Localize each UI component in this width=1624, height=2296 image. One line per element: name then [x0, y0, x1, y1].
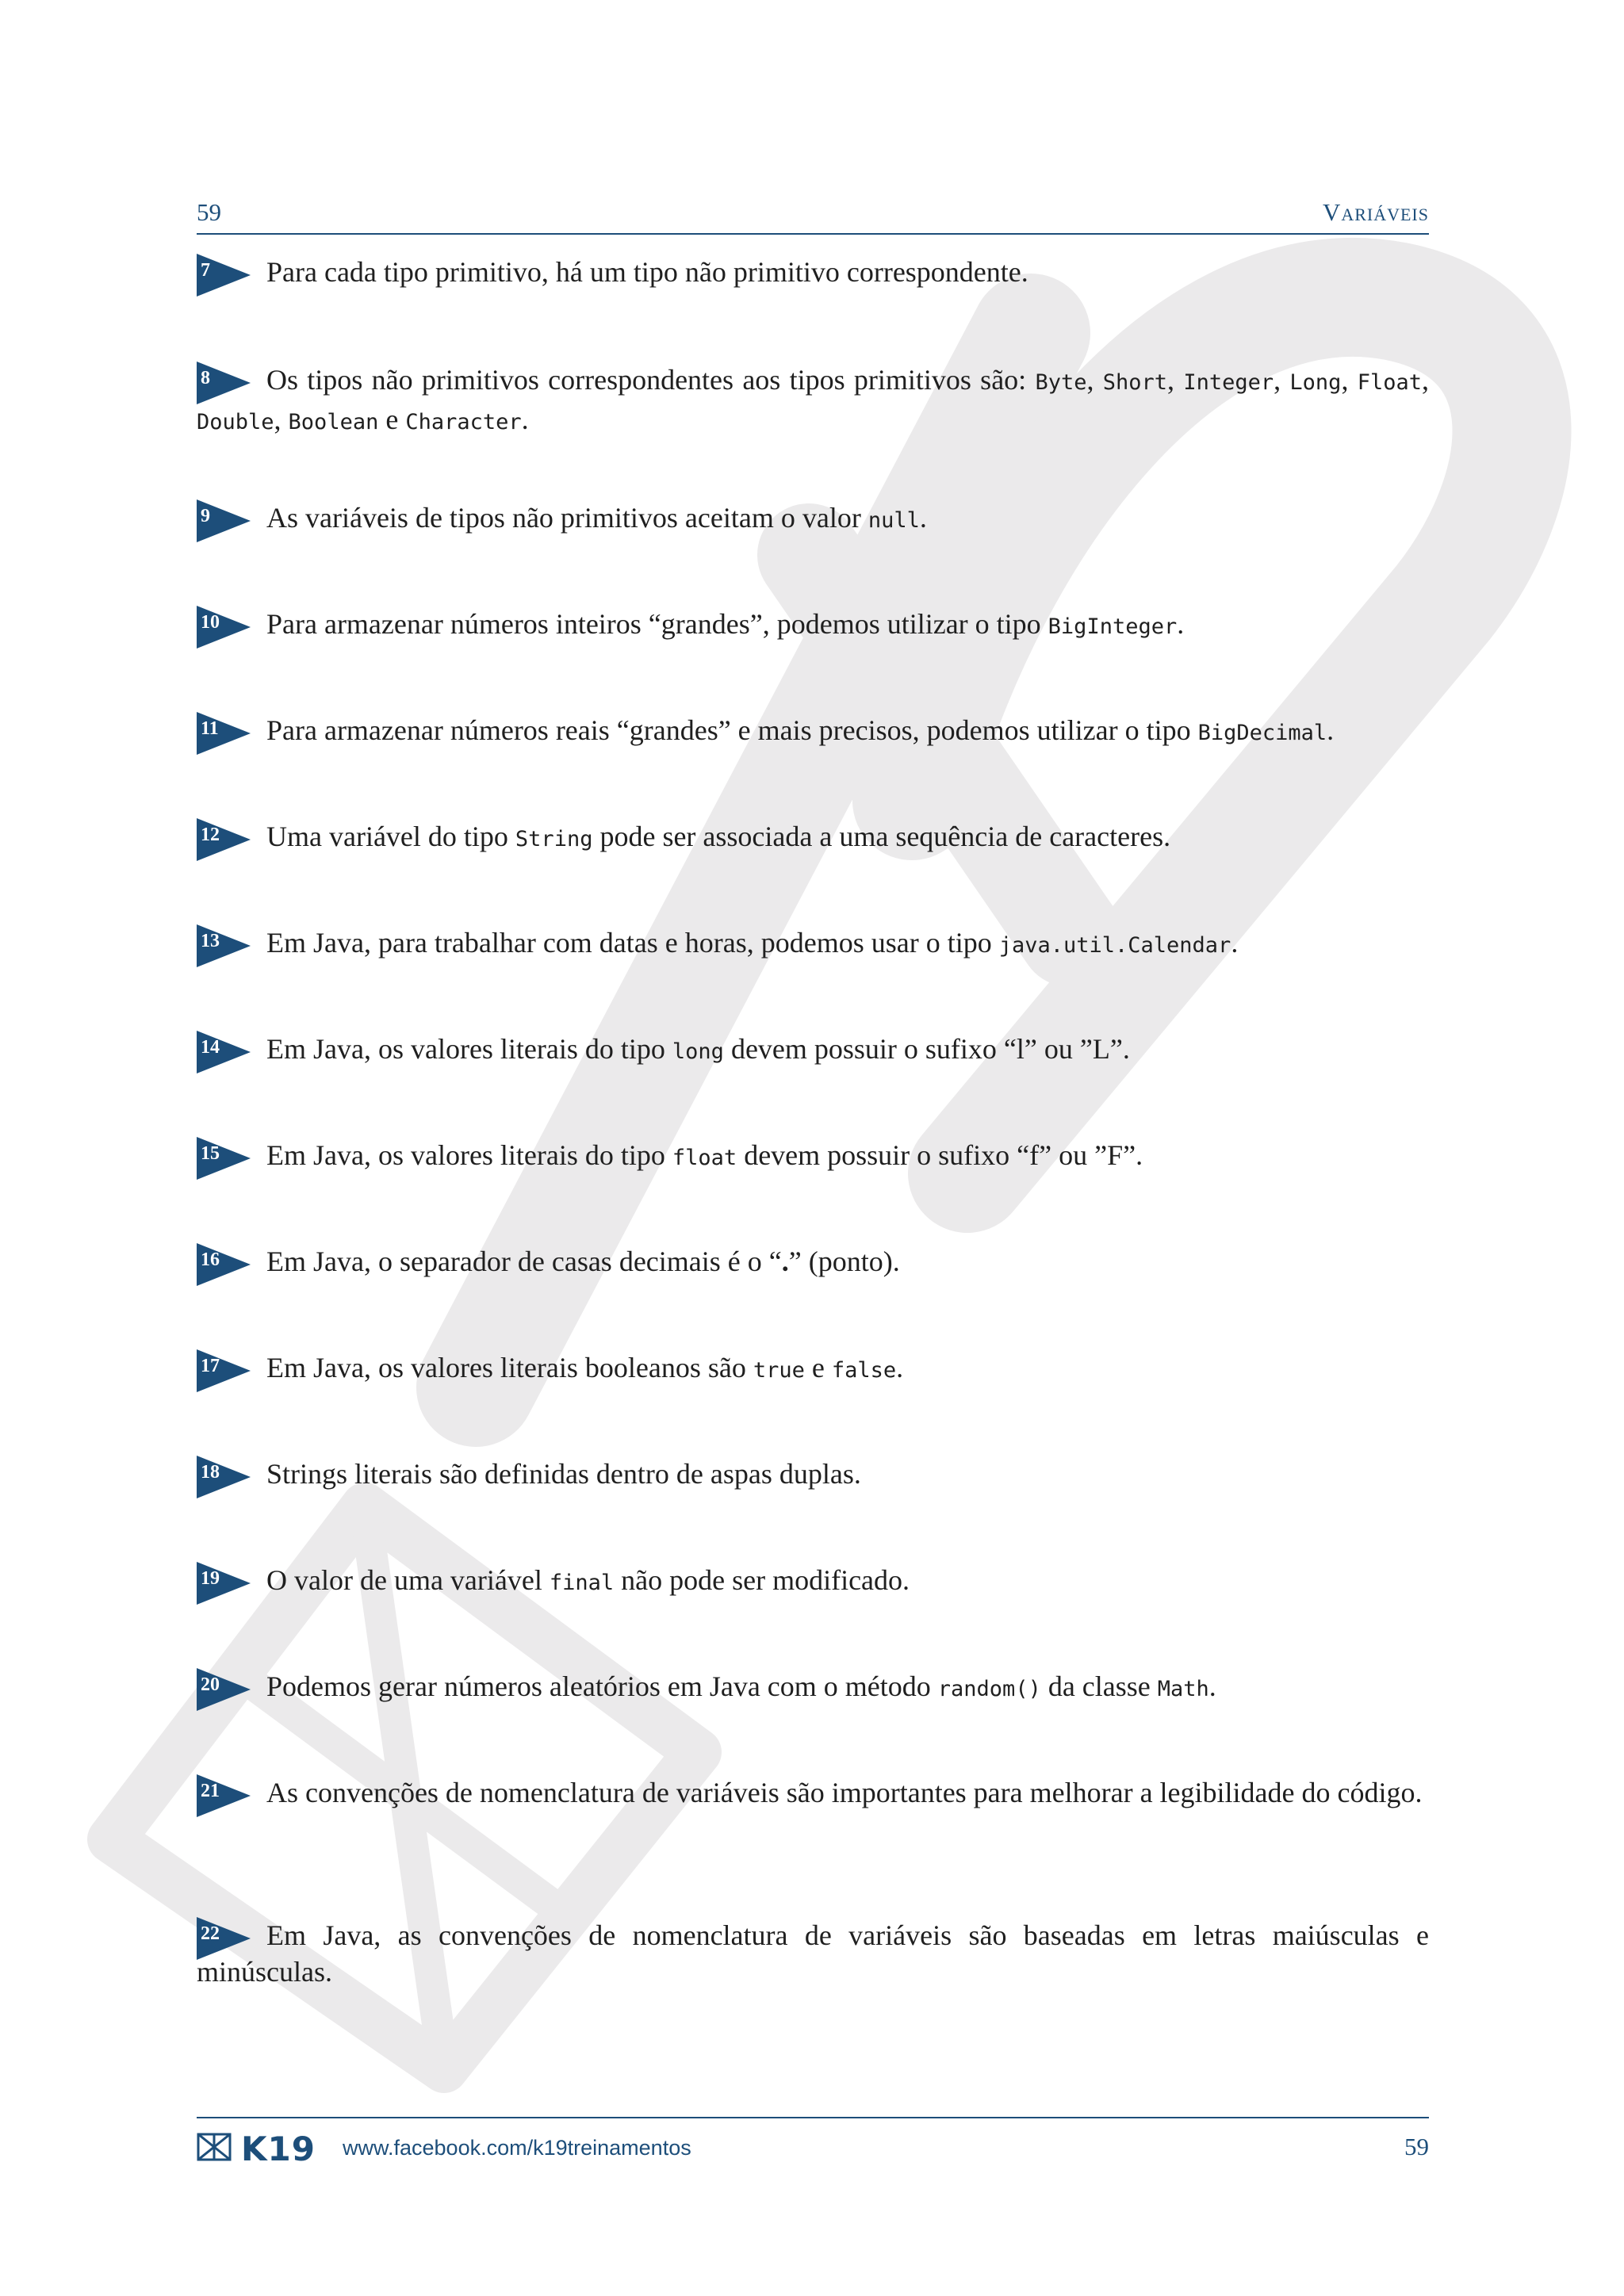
item-text: [197, 924, 1429, 964]
text-segment: Em Java, para trabalhar com datas e horas, podemos usar o tipo: [266, 927, 999, 959]
item-text: [197, 1668, 1429, 1708]
text-segment: pode ser associada a uma sequência de caracteres.: [592, 821, 1171, 852]
item-text: [197, 499, 1429, 539]
code-term: long: [672, 1039, 724, 1064]
text-segment: .: [1327, 714, 1335, 746]
text-segment: As convenções de nomenclatura de variáveis são importantes para melhorar a legibilidade do código.: [266, 1777, 1423, 1808]
list-item: [197, 1668, 1429, 1708]
text-segment: e: [804, 1352, 832, 1383]
item-text: [197, 254, 1429, 290]
list-item: [197, 606, 1429, 645]
chapter-title: Variáveis: [1322, 198, 1429, 226]
flag-marker-icon: 10: [197, 606, 251, 649]
flag-marker-icon: 13: [197, 924, 251, 967]
flag-marker-icon: 9: [197, 499, 251, 542]
list-item: [197, 1562, 1429, 1601]
text-segment: Para cada tipo primitivo, há um tipo não primitivo correspondente.: [266, 256, 1028, 288]
code-term: Boolean: [288, 410, 379, 434]
list-item: [197, 254, 1429, 290]
code-term: BigInteger: [1048, 614, 1178, 639]
code-term: Integer: [1183, 370, 1274, 395]
code-term: String: [515, 827, 593, 851]
text-segment: ,: [274, 404, 289, 435]
item-text: [197, 712, 1429, 752]
text-segment: Os tipos não primitivos correspondentes aos tipos primitivos são:: [266, 364, 1036, 396]
flag-marker-icon: 16: [197, 1243, 251, 1286]
code-term: Math: [1157, 1677, 1209, 1701]
text-segment: ,: [1274, 364, 1290, 396]
text-segment: .: [1177, 608, 1185, 640]
code-term: Float: [1357, 370, 1422, 395]
text-segment: .: [1208, 1670, 1216, 1702]
code-term: final: [549, 1571, 615, 1595]
item-text: [197, 362, 1429, 441]
text-segment: .: [1231, 927, 1239, 959]
code-term: Byte: [1035, 370, 1087, 395]
text-segment: .: [896, 1352, 904, 1383]
list-item: [197, 1917, 1429, 1990]
text-segment: Podemos gerar números aleatórios em Java com o método: [266, 1670, 938, 1702]
list-item: [197, 924, 1429, 964]
item-text: [197, 1917, 1429, 1990]
text-segment: Para armazenar números reais “grandes” e mais precisos, podemos utilizar o tipo: [266, 714, 1198, 746]
list-item: [197, 499, 1429, 539]
text-segment: Para armazenar números inteiros “grandes”, podemos utilizar o tipo: [266, 608, 1048, 640]
code-term: BigDecimal: [1197, 721, 1327, 745]
item-text: [197, 1774, 1429, 1811]
text-segment: ” (ponto).: [788, 1246, 900, 1277]
page-header: [197, 198, 1429, 235]
header-page-number: 59: [197, 198, 221, 226]
text-segment: As variáveis de tipos não primitivos aceitam o valor: [266, 502, 868, 534]
facebook-link[interactable]: www.facebook.com/k19treinamentos: [343, 2136, 691, 2160]
item-text: [197, 818, 1429, 858]
flag-marker-icon: 19: [197, 1562, 251, 1605]
item-text: [197, 1031, 1429, 1070]
item-text: [197, 1456, 1429, 1492]
code-term: float: [672, 1146, 737, 1170]
k19-logo-mark: [197, 2133, 232, 2161]
list-item: [197, 1243, 1429, 1280]
text-segment: Uma variável do tipo: [266, 821, 515, 852]
flag-marker-icon: 15: [197, 1137, 251, 1180]
item-text: [197, 606, 1429, 645]
text-segment: Em Java, os valores literais booleanos são: [266, 1352, 753, 1383]
list-item: [197, 1349, 1429, 1389]
code-term: null: [868, 508, 920, 533]
text-segment: Em Java, o separador de casas decimais é o “: [266, 1246, 782, 1277]
code-term: Double: [197, 410, 274, 434]
footer-brand: K19: [241, 2130, 316, 2168]
flag-marker-icon: 7: [197, 254, 251, 297]
code-term: false: [831, 1358, 897, 1383]
text-segment: .: [919, 502, 927, 534]
text-segment: Em Java, os valores literais do tipo: [266, 1033, 672, 1065]
text-segment: não pode ser modificado.: [614, 1564, 910, 1596]
text-segment: ,: [1086, 364, 1103, 396]
flag-marker-icon: 18: [197, 1456, 251, 1498]
code-term: java.util.Calendar: [998, 933, 1231, 958]
code-term: Character: [405, 410, 522, 434]
flag-marker-icon: 22: [197, 1917, 251, 1960]
code-term: Long: [1289, 370, 1342, 395]
text-segment: e: [378, 404, 406, 435]
list-item: [197, 1031, 1429, 1070]
flag-marker-icon: 21: [197, 1774, 251, 1817]
flag-marker-icon: 20: [197, 1668, 251, 1711]
code-term: true: [753, 1358, 805, 1383]
item-text: [197, 1349, 1429, 1389]
text-segment: ,: [1422, 364, 1429, 396]
text-segment: .: [521, 404, 529, 435]
list-item: [197, 1774, 1429, 1811]
text-segment: ,: [1167, 364, 1184, 396]
list-item: [197, 818, 1429, 858]
flag-marker-icon: 11: [197, 712, 251, 755]
list-item: [197, 1137, 1429, 1177]
text-segment: Em Java, as convenções de nomenclatura de variáveis são baseadas em letras maiúsculas e minúsculas.: [197, 1919, 1429, 1988]
list-item: [197, 362, 1429, 441]
text-segment: ,: [1341, 364, 1358, 396]
text-segment: devem possuir o sufixo “f” ou ”F”.: [737, 1139, 1143, 1171]
text-segment: da classe: [1040, 1670, 1158, 1702]
text-segment: Em Java, os valores literais do tipo: [266, 1139, 672, 1171]
code-term: random(): [937, 1677, 1041, 1701]
item-text: [197, 1137, 1429, 1177]
item-text: [197, 1243, 1429, 1280]
footer-rule: [197, 2117, 1429, 2118]
flag-marker-icon: 17: [197, 1349, 251, 1392]
text-segment: Strings literais são definidas dentro de aspas duplas.: [266, 1458, 861, 1490]
list-item: [197, 1456, 1429, 1492]
k19-logo-icon: [197, 2130, 316, 2168]
bold-term: .: [781, 1246, 789, 1277]
code-term: Short: [1102, 370, 1168, 395]
flag-marker-icon: 8: [197, 362, 251, 404]
list-item: [197, 712, 1429, 752]
flag-marker-icon: 12: [197, 818, 251, 861]
footer-page-number: 59: [1404, 2133, 1429, 2160]
text-segment: O valor de uma variável: [266, 1564, 550, 1596]
flag-marker-icon: 14: [197, 1031, 251, 1073]
item-text: [197, 1562, 1429, 1601]
text-segment: devem possuir o sufixo “l” ou ”L”.: [723, 1033, 1130, 1065]
